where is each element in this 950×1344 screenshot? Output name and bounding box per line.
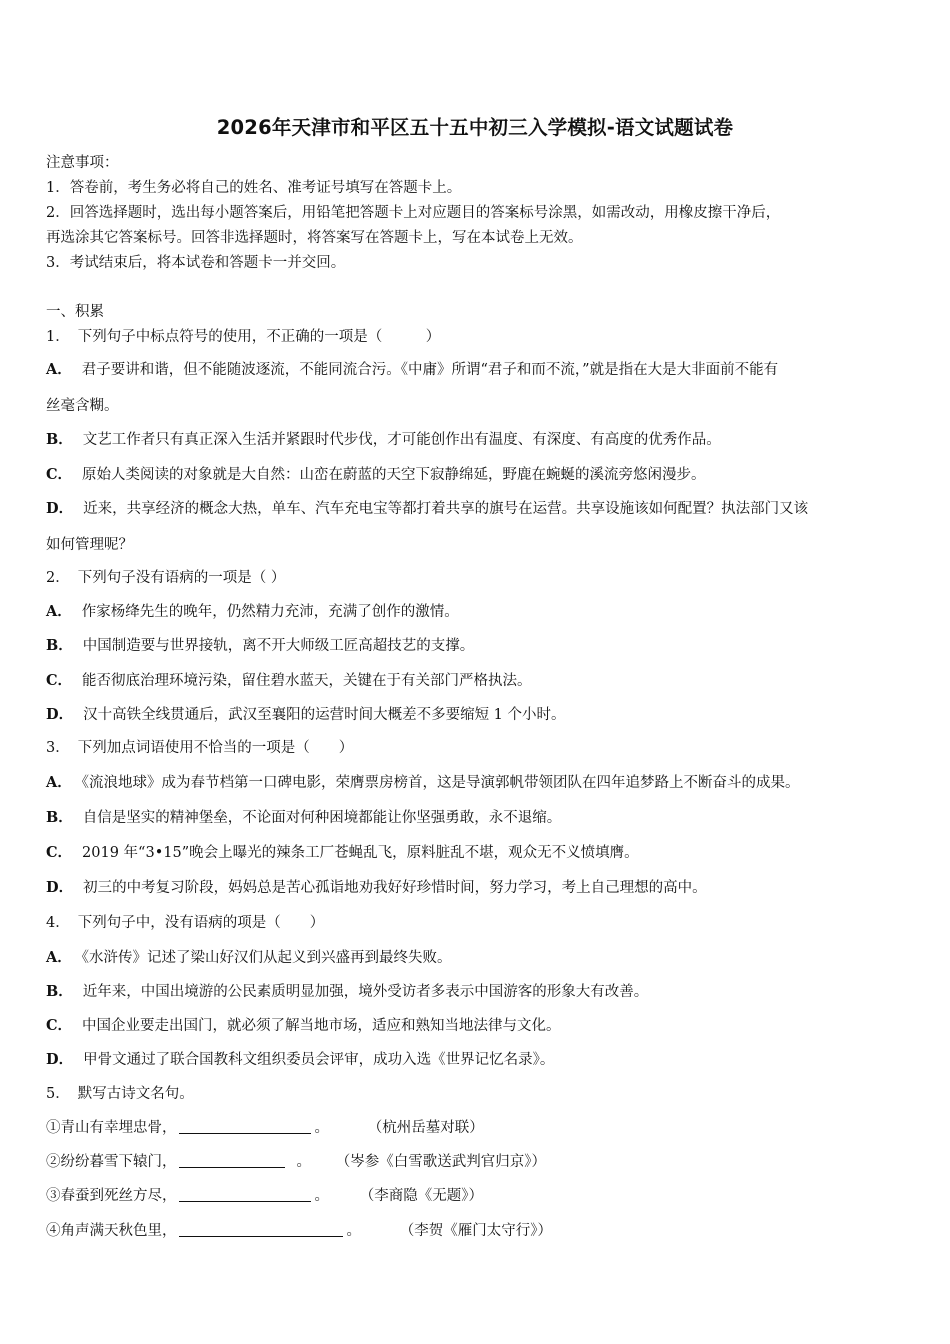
q5-item-1 [46,1118,916,1138]
question-3-stem [46,738,916,758]
q1-option-a [46,360,916,380]
option-label: D． [46,879,74,896]
question-text: 下列句子没有语病的一项是（ ） [77,570,286,586]
option-label: B． [46,431,73,448]
notice-item-2: 2．回答选择题时，选出每小题答案后，用铅笔把答题卡上对应题目的答案标号涂黑，如需改动，用橡皮擦干净后， [46,205,781,221]
option-text: 中国企业要走出国门，就必须了解当地市场，适应和熟知当地法律与文化。 [82,1018,561,1034]
option-label: B． [46,637,73,654]
q1-option-b [46,430,916,450]
q3-option-d [46,878,916,898]
option-text: 近来，共享经济的概念大热，单车、汽车充电宝等都打着共享的旗号在运营。共享设施该如何配置？执法部门又该 [83,501,809,517]
option-label: A． [46,949,72,966]
question-5-stem [46,1084,916,1104]
option-label: D． [46,500,74,517]
option-label: C． [46,1017,73,1034]
q3-option-c [46,843,916,863]
question-text: 默写古诗文名句。 [77,1086,194,1102]
question-4-stem [46,913,916,933]
option-label: C． [46,466,73,483]
q1-option-d-cont: 如何管理呢？ [46,537,133,553]
option-text: 2019 年“3•15”晚会上曝光的辣条工厂苍蝇乱飞，原料脏乱不堪，观众无不义愤填膺。 [82,845,639,861]
option-text: 《水浒传》记述了梁山好汉们从起义到兴盛再到最终失败。 [81,950,452,966]
q3-option-b [46,808,916,828]
q4-option-c [46,1016,916,1036]
q1-option-d [46,499,916,519]
section-heading: 一、积累 [46,304,104,320]
option-text: 自信是坚实的精神堡垒，不论面对何种困境都能让你坚强勇敢，永不退缩。 [82,810,562,826]
q2-option-a [46,602,916,622]
poem-line: ①青山有幸埋忠骨， [46,1120,177,1136]
poem-source: （李商隐《无题》） [367,1188,483,1204]
question-2-stem [46,568,916,588]
question-number: 3． [46,740,70,756]
option-text: 作家杨绛先生的晚年，仍然精力充沛，充满了创作的激情。 [81,604,459,620]
q3-option-a [46,773,916,793]
q4-option-d [46,1050,916,1070]
question-1-stem [46,327,916,347]
question-number: 5． [46,1086,70,1102]
notice-item-1: 1．答卷前，考生务必将自己的姓名、准考证号填写在答题卡上。 [46,180,462,196]
answer-blank[interactable] [179,1222,343,1237]
poem-source: （杭州岳墓对联） [375,1120,484,1136]
poem-line: ③春蚕到死丝方尽， [46,1188,177,1204]
poem-line: ②纷纷暮雪下辕门， [46,1154,177,1170]
poem-end: 。 [296,1154,311,1170]
q5-item-3 [46,1186,916,1206]
option-label: C． [46,672,73,689]
question-text: 下列加点词语使用不恰当的一项是（ ） [77,740,354,756]
q1-option-a-cont: 丝毫含糊。 [46,398,119,414]
question-text: 下列句子中标点符号的使用，不正确的一项是（ ） [77,329,441,345]
poem-end: 。 [314,1120,329,1136]
poem-line: ④角声满天秋色里， [46,1223,177,1239]
notice-item-3: 3．考试结束后，将本试卷和答题卡一并交回。 [46,255,346,271]
q1-option-c [46,465,916,485]
poem-end: 。 [314,1188,329,1204]
option-text: 文艺工作者只有真正深入生活并紧跟时代步伐，才可能创作出有温度、有深度、有高度的优秀作品。 [82,432,721,448]
answer-blank[interactable] [179,1153,285,1168]
option-text: 能否彻底治理环境污染，留住碧水蓝天，关键在于有关部门严格执法。 [82,673,532,689]
option-label: B． [46,983,73,1000]
q5-item-4 [46,1221,916,1241]
answer-blank[interactable] [179,1119,311,1134]
exam-title: 2026年天津市和平区五十五中初三入学模拟-语文试题试卷 [216,116,734,139]
option-label: A． [46,361,72,378]
option-label: D． [46,1051,74,1068]
q2-option-c [46,671,916,691]
notice-heading: 注意事项： [46,155,119,171]
question-number: 2． [46,570,70,586]
option-label: D． [46,706,74,723]
option-text: 中国制造要与世界接轨，离不开大师级工匠高超技艺的支撑。 [82,638,475,654]
option-label: B． [46,809,73,826]
poem-source: （岑参《白雪歌送武判官归京》） [343,1154,546,1170]
option-label: C． [46,844,73,861]
q2-option-b [46,636,916,656]
option-text: 初三的中考复习阶段，妈妈总是苦心孤诣地劝我好好珍惜时间，努力学习，考上自己理想的高中。 [83,880,707,896]
q4-option-b [46,982,916,1002]
question-number: 4． [46,915,70,931]
q4-option-a [46,948,916,968]
notice-item-2-cont: 再选涂其它答案标号。回答非选择题时，将答案写在答题卡上，写在本试卷上无效。 [46,230,583,246]
option-text: 《流浪地球》成为春节档第一口碑电影，荣膺票房榜首，这是导演郭帆带领团队在四年追梦路上不断奋斗的成果。 [81,775,800,791]
option-text: 君子要讲和谐，但不能随波逐流，不能同流合污。《中庸》所谓“君子和而不流，”就是指在大是大非面前不能有 [81,362,779,378]
question-number: 1． [46,329,70,345]
option-text: 近年来，中国出境游的公民素质明显加强，境外受访者多表示中国游客的形象大有改善。 [82,984,649,1000]
option-text: 甲骨文通过了联合国教科文组织委员会评审，成功入选《世界记忆名录》。 [83,1052,555,1068]
question-text: 下列句子中，没有语病的项是（ ） [77,915,325,931]
answer-blank[interactable] [179,1187,311,1202]
q2-option-d [46,705,916,725]
option-label: A． [46,774,72,791]
option-label: A． [46,603,72,620]
option-text: 汉十高铁全线贯通后，武汉至襄阳的运营时间大概差不多要缩短 1 个小时。 [83,707,566,723]
option-text: 原始人类阅读的对象就是大自然：山峦在蔚蓝的天空下寂静绵延，野鹿在蜿蜒的溪流旁悠闲漫步。 [82,467,706,483]
q5-item-2 [46,1152,916,1172]
poem-end: 。 [346,1223,361,1239]
poem-source: （李贺《雁门太守行》） [407,1223,552,1239]
